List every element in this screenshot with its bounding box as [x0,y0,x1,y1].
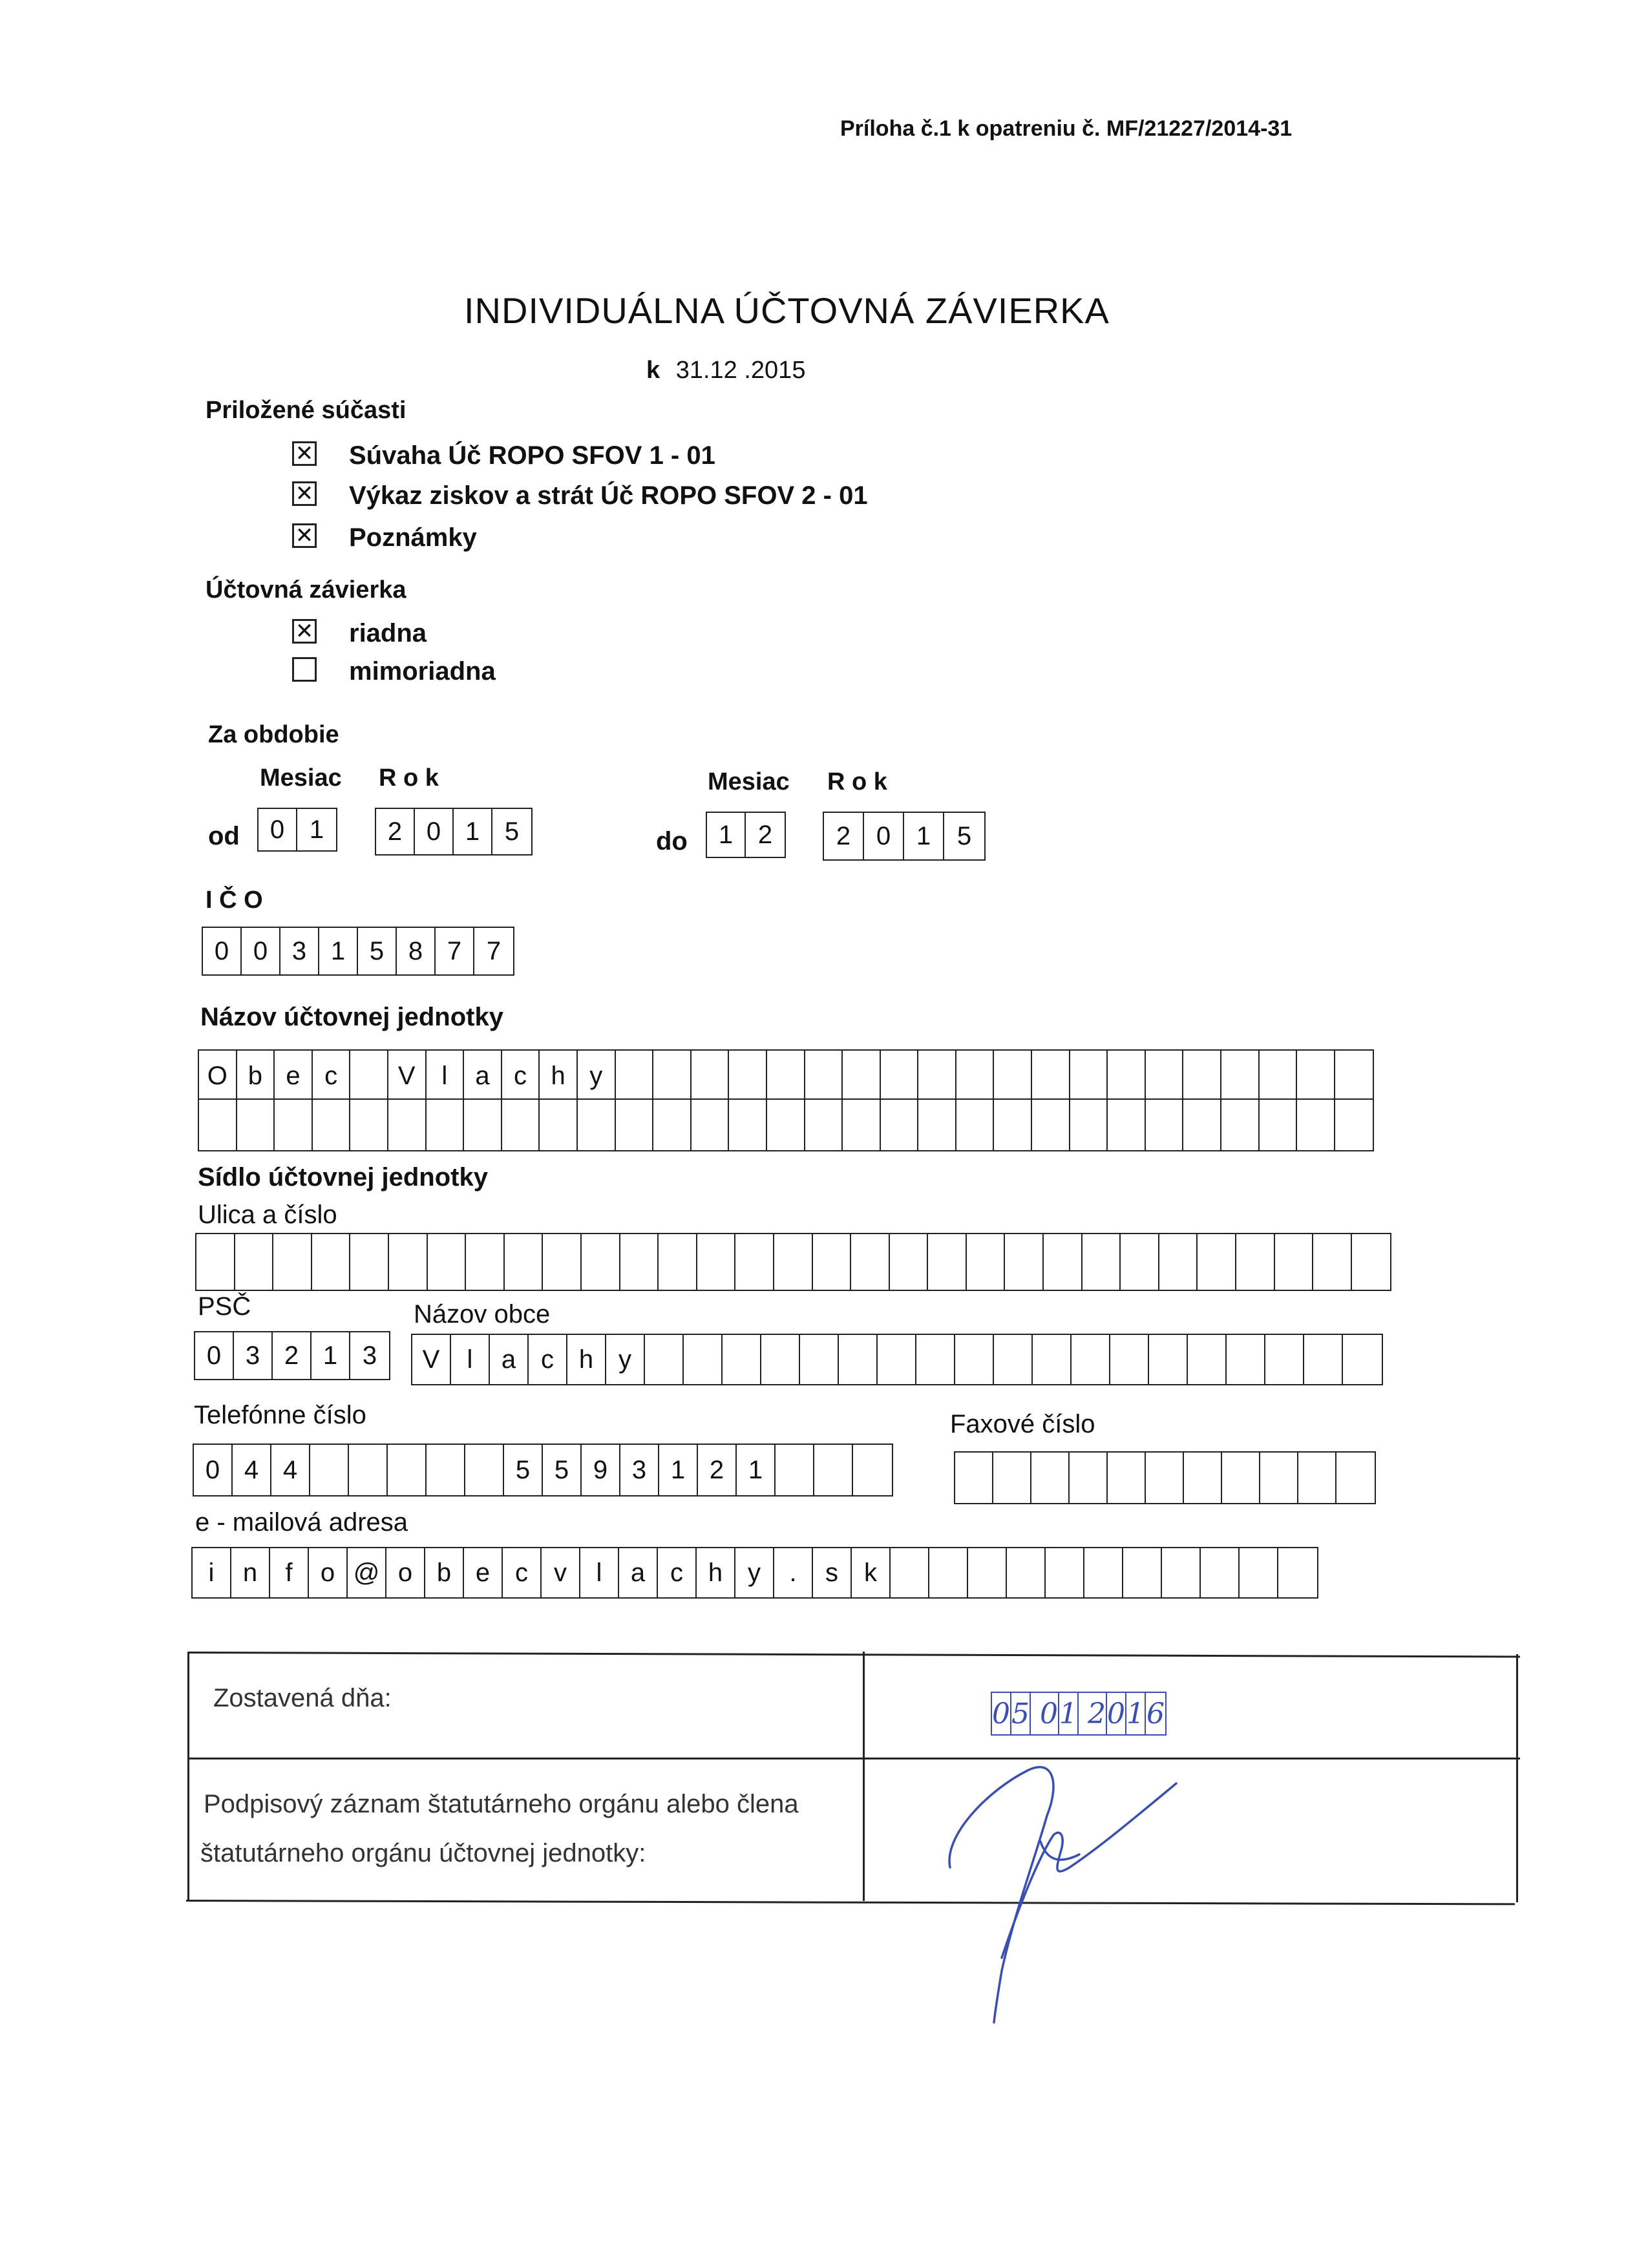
char-cell [1184,1453,1222,1503]
digit-cell: 0 [864,813,904,859]
char-cell [1084,1548,1123,1597]
char-cell [1110,1335,1149,1384]
closure-item-extraordinary: mimoriadna [349,657,496,686]
table-bottom-border [186,1900,1515,1905]
char-cell [1236,1234,1275,1290]
char-cell [1335,1051,1373,1101]
char-cell [1188,1335,1227,1384]
char-cell [1032,1051,1070,1101]
handwritten-digit: 6 [1146,1697,1165,1730]
digit-cell: 1 [309,815,324,844]
char-cell [578,1100,616,1150]
char-cell [1201,1548,1240,1597]
table-middle-border [189,1758,1520,1759]
attached-heading: Priložené súčasti [206,397,407,424]
table-top-border [189,1652,1520,1657]
char-cell [767,1051,805,1101]
from-month-field[interactable] [257,808,337,852]
psc-label: PSČ [198,1292,251,1321]
char-cell [1123,1548,1162,1597]
char-cell: . [774,1548,813,1597]
char-cell [891,1548,929,1597]
fax-field[interactable] [954,1451,1376,1504]
char-cell [1146,1051,1184,1101]
char-cell: b [237,1051,275,1101]
char-cell [465,1445,504,1495]
char-cell [1149,1335,1188,1384]
digit-cell: 1 [904,813,944,859]
char-cell [466,1234,505,1290]
char-cell [582,1234,620,1290]
to-month-field[interactable] [706,812,786,858]
document-title: INDIVIDUÁLNA ÚČTOVNÁ ZÁVIERKA [464,290,1110,331]
char-cell [1108,1051,1146,1101]
char-cell: c [529,1335,567,1384]
char-cell [729,1100,767,1150]
compiled-date-label: Zostavená dňa: [213,1684,392,1712]
digit-cell: 8 [397,928,436,974]
char-cell: f [270,1548,309,1597]
seat-heading: Sídlo účtovnej jednotky [198,1163,488,1192]
digit-cell: 7 [436,928,474,974]
char-cell [1183,1051,1221,1101]
char-cell: a [619,1548,658,1597]
char-cell [692,1100,730,1150]
digit-cell: 5 [504,817,520,846]
char-cell [1221,1100,1260,1150]
to-label: do [656,827,688,856]
char-cell [1198,1234,1236,1290]
handwritten-digit: 0 [1107,1693,1126,1734]
char-cell [735,1234,774,1290]
char-cell: 1 [737,1445,776,1495]
digit-cell: 1 [454,809,492,854]
char-cell [196,1234,235,1290]
handwritten-signature [931,1745,1254,2035]
char-cell: V [412,1335,451,1384]
char-cell [767,1100,805,1150]
char-cell [805,1100,843,1150]
attached-item-1: Súvaha Úč ROPO SFOV 1 - 01 [349,441,715,470]
char-cell [1046,1548,1084,1597]
attached-item-3: Poznámky [349,523,477,552]
char-cell [1007,1548,1046,1597]
char-cell [692,1051,730,1101]
ico-field[interactable] [202,927,514,976]
char-cell [1108,1453,1146,1503]
char-cell [929,1548,968,1597]
char-cell [928,1234,967,1290]
digit-cell: 7 [486,936,502,965]
char-cell: 3 [362,1341,377,1370]
digit-cell: 0 [259,809,297,850]
handwritten-digit: 0 [1040,1693,1059,1734]
digit-cell: 2 [376,809,415,854]
street-label: Ulica a číslo [198,1201,337,1229]
char-cell: h [540,1051,578,1101]
char-cell: l [427,1051,465,1101]
attached-item-2: Výkaz ziskov a strát Úč ROPO SFOV 2 - 01 [349,481,868,510]
char-cell [881,1051,919,1101]
char-cell [1313,1234,1352,1290]
handwritten-digit: 2 [1088,1693,1107,1734]
char-cell [388,1445,427,1495]
handwritten-digit: 1 [1126,1693,1146,1734]
fax-label: Faxové číslo [950,1410,1095,1438]
char-cell: n [231,1548,270,1597]
digit-cell: 0 [242,928,280,974]
char-cell [1297,1051,1335,1101]
char-cell: s [813,1548,852,1597]
char-cell: a [490,1335,529,1384]
char-cell [1336,1453,1375,1503]
char-cell [1240,1548,1278,1597]
char-cell: 3 [234,1332,273,1379]
to-year-field[interactable] [823,812,986,861]
char-cell [616,1100,654,1150]
char-cell [199,1100,237,1150]
char-cell: 1 [659,1445,698,1495]
closure-heading: Účtovná závierka [206,576,407,604]
char-cell [1275,1234,1314,1290]
char-cell [1005,1234,1044,1290]
char-cell [729,1051,767,1101]
char-cell: i [193,1548,231,1597]
char-cell [955,1453,993,1503]
char-cell [1072,1335,1110,1384]
to-month-label: Mesiac [708,768,790,795]
char-cell [1159,1234,1198,1290]
digit-cell: 2 [757,820,773,849]
char-cell [1278,1548,1317,1597]
char-cell [1162,1548,1201,1597]
char-cell [1352,1234,1391,1290]
char-cell [1070,1051,1108,1101]
char-cell: y [578,1051,616,1101]
char-cell [1032,1100,1070,1150]
handwritten-digit: 5 [1011,1693,1031,1734]
char-cell [310,1445,349,1495]
char-cell: o [309,1548,348,1597]
char-cell: c [313,1051,351,1101]
attached-checkbox-3[interactable] [292,523,317,548]
char-cell: h [697,1548,735,1597]
char-cell [427,1445,465,1495]
char-cell: @ [348,1548,386,1597]
char-cell [540,1100,578,1150]
char-cell: e [275,1051,313,1101]
char-cell: 4 [271,1445,310,1495]
char-cell [918,1051,956,1101]
attached-checkbox-1[interactable] [292,441,317,466]
char-cell [918,1100,956,1150]
char-cell [776,1445,814,1495]
check-mark-icon: ✕ [295,441,314,466]
digit-cell: 1 [319,928,358,974]
signature-label-line-2: štatutárneho orgánu účtovnej jednotky: [200,1839,646,1867]
char-cell [620,1234,659,1290]
char-cell [1044,1234,1083,1290]
char-cell [350,1100,388,1150]
char-cell: 4 [233,1445,271,1495]
char-cell [1222,1453,1260,1503]
char-cell [890,1234,929,1290]
char-cell [1260,1453,1298,1503]
char-cell [428,1234,467,1290]
char-cell [774,1234,813,1290]
char-cell: v [542,1548,580,1597]
from-label: od [208,822,240,850]
char-cell [349,1445,388,1495]
char-cell: y [606,1335,645,1384]
char-cell: O [199,1051,237,1101]
char-cell: 0 [194,1445,233,1495]
check-mark-icon: ✕ [295,481,314,506]
psc-field[interactable] [194,1331,390,1380]
char-cell [839,1335,878,1384]
entity-name-row-1[interactable] [198,1049,1374,1102]
char-cell [388,1100,427,1150]
closure-checkbox-extraordinary[interactable] [292,657,317,682]
char-cell [1298,1453,1336,1503]
char-cell: V [388,1051,427,1101]
compiled-date-field[interactable] [991,1692,1167,1736]
char-cell: 0 [195,1332,234,1379]
char-cell [1221,1051,1260,1101]
char-cell [881,1100,919,1150]
attached-checkbox-2[interactable] [292,481,317,506]
date-line [646,357,805,384]
char-cell [237,1100,275,1150]
to-year-label: R o k [827,768,887,795]
char-cell: o [386,1548,425,1597]
char-cell [761,1335,800,1384]
statement-date: 31.12 .2015 [675,357,806,384]
table-left-border [187,1652,189,1901]
char-cell: b [425,1548,464,1597]
check-mark-icon: ✕ [295,619,314,644]
char-cell [1070,1453,1108,1503]
char-cell [505,1234,544,1290]
char-cell [1265,1335,1304,1384]
char-cell [814,1445,853,1495]
char-cell [464,1100,502,1150]
char-cell [659,1234,697,1290]
char-cell [616,1051,654,1101]
signature-label-line-1: Podpisový záznam štatutárneho orgánu alebo člena [204,1790,799,1818]
char-cell [653,1100,692,1150]
char-cell [800,1335,839,1384]
attachment-note: Príloha č.1 k opatreniu č. MF/21227/2014-31 [840,116,1293,141]
char-cell [1260,1100,1298,1150]
char-cell: h [567,1335,606,1384]
char-cell [878,1335,916,1384]
char-cell [1033,1335,1072,1384]
char-cell [1335,1100,1373,1150]
char-cell [1343,1335,1382,1384]
table-right-border [1516,1654,1518,1902]
char-cell [273,1234,312,1290]
char-cell [843,1051,881,1101]
char-cell: l [580,1548,619,1597]
char-cell: 3 [620,1445,659,1495]
char-cell [843,1100,881,1150]
char-cell [994,1051,1032,1101]
char-cell: 5 [504,1445,543,1495]
char-cell [312,1234,351,1290]
char-cell: 9 [582,1445,620,1495]
char-cell [1227,1335,1265,1384]
ico-label: I Č O [206,887,263,914]
char-cell [389,1234,428,1290]
char-cell [1260,1051,1298,1101]
char-cell [1146,1100,1184,1150]
char-cell: c [658,1548,697,1597]
char-cell: e [464,1548,503,1597]
char-cell [968,1548,1007,1597]
char-cell [275,1100,313,1150]
char-cell: c [503,1548,542,1597]
char-cell: c [502,1051,540,1101]
char-cell [956,1100,995,1150]
phone-field[interactable] [193,1444,893,1496]
char-cell [853,1445,892,1495]
char-cell [813,1234,852,1290]
char-cell [684,1335,723,1384]
char-cell [1304,1335,1343,1384]
char-cell: k [852,1548,891,1597]
from-month-label: Mesiac [260,764,342,792]
char-cell [645,1335,684,1384]
char-cell [350,1051,388,1101]
char-cell [1183,1100,1221,1150]
char-cell [967,1234,1006,1290]
entity-name-row-2[interactable] [198,1098,1374,1151]
email-label: e - mailová adresa [195,1508,408,1537]
digit-cell: 3 [280,928,319,974]
char-cell [697,1234,736,1290]
digit-cell: 5 [358,928,397,974]
handwritten-digit: 1 [1059,1693,1079,1734]
char-cell [956,1051,995,1101]
char-cell [1070,1100,1108,1150]
char-cell [916,1335,955,1384]
char-cell [350,1234,389,1290]
char-cell [994,1335,1033,1384]
town-field[interactable] [411,1334,1383,1385]
char-cell [805,1051,843,1101]
period-heading: Za obdobie [208,721,339,748]
char-cell [313,1100,351,1150]
char-cell [1108,1100,1146,1150]
char-cell: y [735,1548,774,1597]
char-cell [427,1100,465,1150]
char-cell [235,1234,274,1290]
char-cell [1031,1453,1070,1503]
char-cell [955,1335,994,1384]
digit-cell: 0 [415,809,454,854]
closure-checkbox-regular[interactable] [292,619,317,644]
phone-label: Telefónne číslo [194,1401,366,1429]
char-cell: 2 [698,1445,737,1495]
entity-name-label: Názov účtovnej jednotky [200,1003,503,1031]
char-cell [1146,1453,1184,1503]
town-label: Názov obce [414,1300,551,1328]
char-cell [851,1234,890,1290]
check-mark-icon: ✕ [295,523,314,548]
char-cell: l [451,1335,490,1384]
table-divider [863,1652,865,1901]
char-cell: 1 [312,1332,350,1379]
from-year-label: R o k [379,764,439,792]
closure-item-regular: riadna [349,619,427,647]
char-cell: 2 [273,1332,312,1379]
char-cell [993,1453,1031,1503]
char-cell [1121,1234,1159,1290]
digit-cell: 5 [956,821,972,850]
char-cell [723,1335,761,1384]
char-cell [653,1051,692,1101]
char-cell: 5 [543,1445,582,1495]
date-prefix: k [646,357,660,384]
char-cell [1083,1234,1121,1290]
digit-cell: 0 [203,928,242,974]
char-cell: a [464,1051,502,1101]
digit-cell: 2 [824,813,864,859]
char-cell [543,1234,582,1290]
handwritten-digit: 0 [992,1693,1011,1734]
char-cell [1297,1100,1335,1150]
from-year-field[interactable] [375,808,533,856]
char-cell [502,1100,540,1150]
char-cell [994,1100,1032,1150]
email-field[interactable] [191,1547,1318,1599]
street-field[interactable] [195,1233,1391,1291]
digit-cell: 1 [707,813,746,857]
